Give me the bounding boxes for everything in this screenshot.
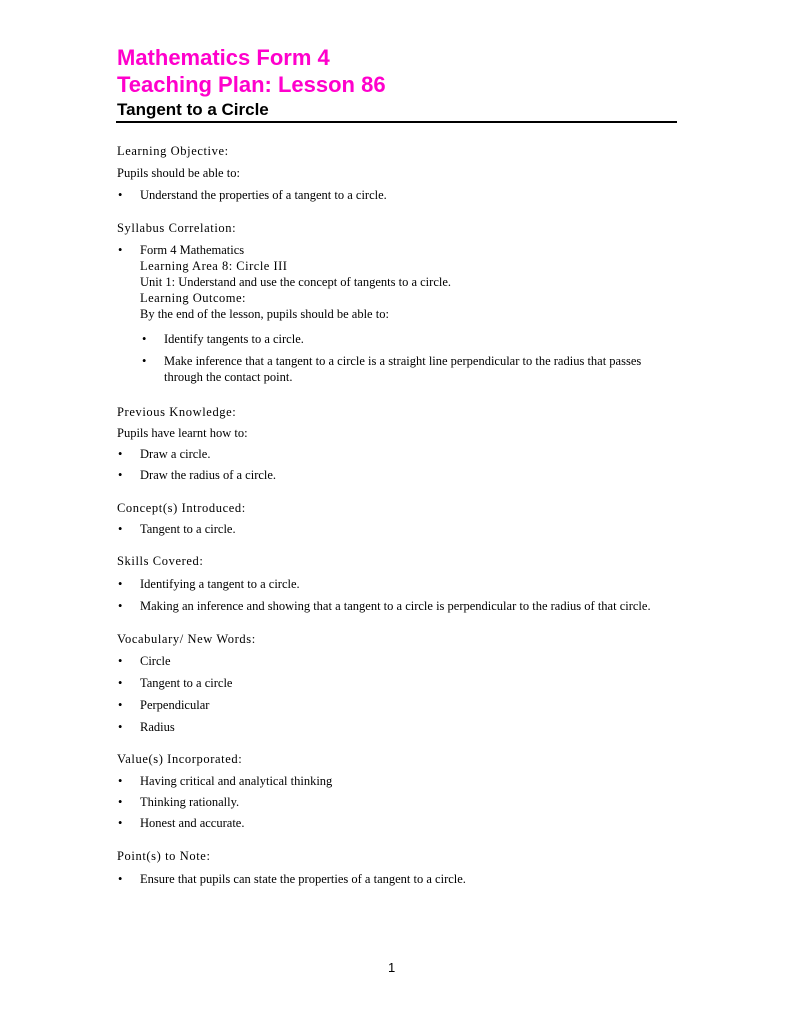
bullet-icon: • — [118, 816, 123, 830]
list-item — [117, 871, 682, 887]
bullet-icon: • — [142, 332, 147, 346]
section-intro: Pupils should be able to: — [117, 166, 240, 180]
list-item-text: Tangent to a circle. — [140, 522, 236, 536]
list-item — [117, 598, 682, 614]
title-divider — [116, 121, 677, 123]
bullet-icon: • — [118, 522, 123, 536]
bullet-icon: • — [118, 599, 123, 613]
section-heading: Vocabulary/ New Words: — [117, 632, 256, 646]
syllabus-line: Learning Area 8: Circle III — [140, 259, 288, 273]
list-item-text: Understand the properties of a tangent to a circle. — [140, 188, 387, 202]
section-heading: Syllabus Correlation: — [117, 221, 237, 235]
list-item-text: Honest and accurate. — [140, 816, 245, 830]
lesson-content — [117, 143, 682, 887]
list-item — [117, 576, 682, 592]
page-number: 1 — [388, 960, 396, 975]
list-item — [117, 794, 682, 810]
document-title-line2: Teaching Plan: Lesson 86 — [117, 72, 386, 97]
list-item — [117, 521, 682, 537]
list-item — [117, 242, 682, 385]
points-to-note-section — [117, 848, 682, 887]
syllabus-correlation-section — [117, 220, 682, 385]
list-item — [117, 773, 682, 789]
bullet-icon: • — [118, 698, 123, 712]
document-title-line1: Mathematics Form 4 — [117, 45, 330, 70]
bullet-icon: • — [118, 795, 123, 809]
vocabulary-section — [117, 631, 682, 735]
section-heading: Point(s) to Note: — [117, 849, 211, 863]
bullet-icon: • — [118, 447, 123, 461]
sub-list-item — [140, 331, 682, 347]
bullet-icon: • — [118, 577, 123, 591]
list-item-text: Having critical and analytical thinking — [140, 774, 333, 788]
bullet-icon: • — [118, 188, 123, 202]
bullet-icon: • — [118, 720, 123, 734]
list-item-text: Circle — [140, 654, 171, 668]
list-item-text: Thinking rationally. — [140, 795, 240, 809]
bullet-icon: • — [118, 774, 123, 788]
syllabus-line: Unit 1: Understand and use the concept of tangents to a circle. — [140, 275, 452, 289]
section-intro: Pupils have learnt how to: — [117, 426, 248, 440]
bullet-icon: • — [118, 654, 123, 668]
list-item-text: Ensure that pupils can state the properties of a tangent to a circle. — [140, 872, 466, 886]
skills-covered-section — [117, 553, 682, 614]
list-item-text: Radius — [140, 720, 175, 734]
list-item — [117, 719, 682, 735]
list-item — [117, 675, 682, 691]
syllabus-line: Form 4 Mathematics — [140, 243, 245, 257]
section-heading: Value(s) Incorporated: — [117, 752, 243, 766]
learning-objective-section — [117, 143, 682, 203]
list-item — [117, 187, 682, 203]
bullet-icon: • — [118, 872, 123, 886]
section-heading: Previous Knowledge: — [117, 405, 237, 419]
bullet-icon: • — [118, 468, 123, 482]
list-item-text: Tangent to a circle — [140, 676, 233, 690]
document-subtitle: Tangent to a Circle — [117, 100, 269, 119]
list-item — [117, 446, 682, 462]
sub-list-item — [140, 353, 682, 385]
bullet-icon: • — [118, 243, 123, 257]
section-heading: Skills Covered: — [117, 554, 204, 568]
list-item — [117, 653, 682, 669]
section-heading: Learning Objective: — [117, 144, 229, 158]
list-item-text: Identify tangents to a circle. — [164, 332, 304, 346]
syllabus-line: By the end of the lesson, pupils should be able to: — [140, 307, 389, 321]
list-item-text: Identifying a tangent to a circle. — [140, 577, 300, 591]
list-item-text: Perpendicular — [140, 698, 210, 712]
syllabus-line: Learning Outcome: — [140, 291, 247, 305]
list-item-text: Making an inference and showing that a tangent to a circle is perpendicular to the radius of that circle. — [140, 599, 651, 613]
values-incorporated-section — [117, 751, 682, 831]
list-item — [117, 697, 682, 713]
concepts-introduced-section — [117, 500, 682, 537]
list-item — [117, 467, 682, 483]
list-item-text: Draw a circle. — [140, 447, 211, 461]
list-item — [117, 815, 682, 831]
bullet-icon: • — [118, 676, 123, 690]
list-item-text: Make inference that a tangent to a circle is a straight line perpendicular to the radius that passes through the contact point. — [164, 354, 642, 384]
previous-knowledge-section — [117, 404, 682, 483]
section-heading: Concept(s) Introduced: — [117, 501, 246, 515]
list-item-text: Draw the radius of a circle. — [140, 468, 277, 482]
bullet-icon: • — [142, 354, 147, 368]
